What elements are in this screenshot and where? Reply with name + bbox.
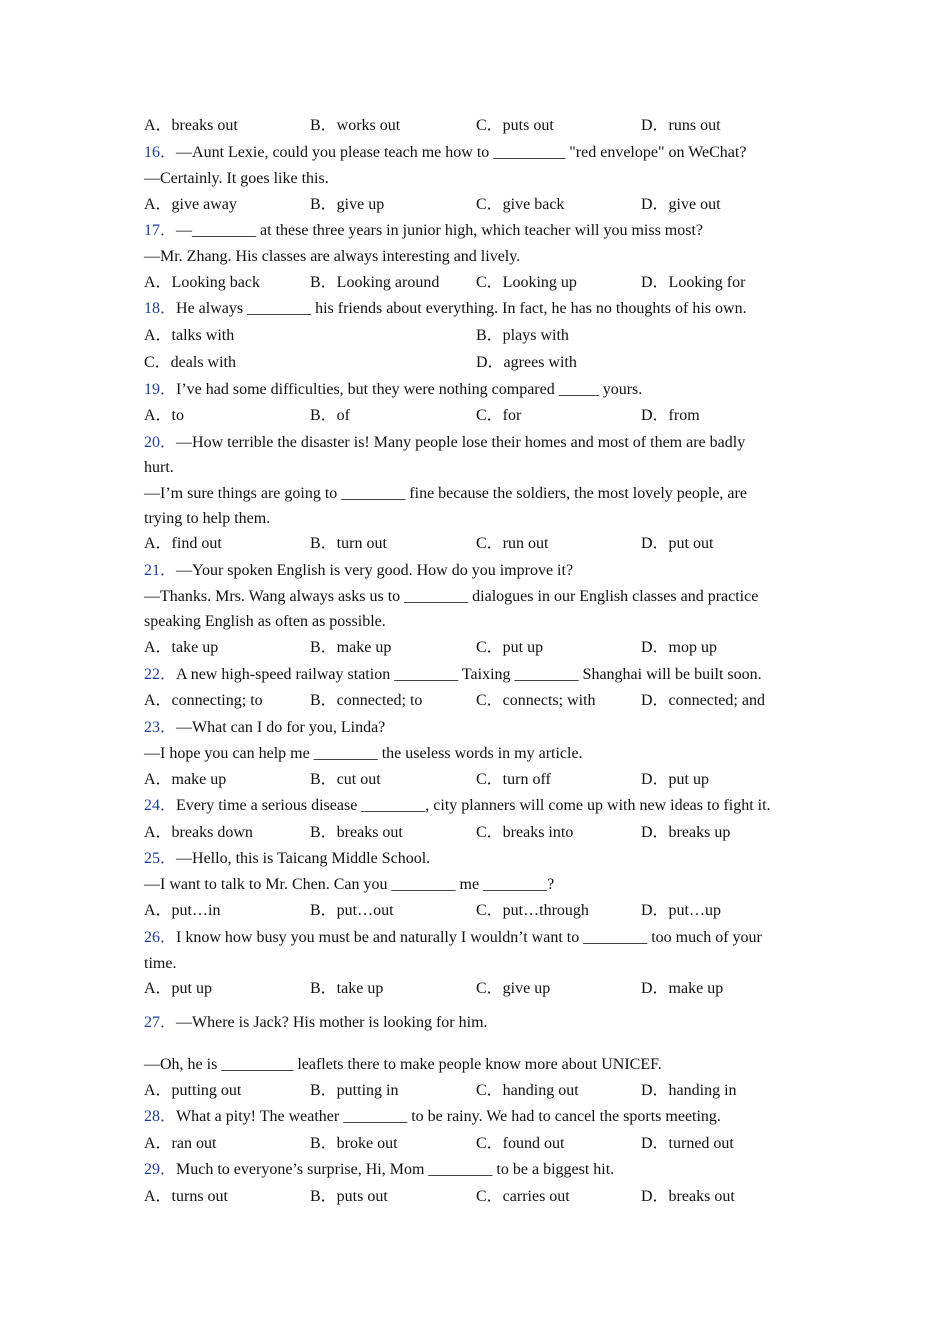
question-number: 29．	[144, 1161, 177, 1178]
question-19	[144, 380, 642, 400]
option-b: B．broke out	[310, 1135, 398, 1152]
question-number: 24．	[144, 797, 177, 814]
option-d: D．make up	[641, 980, 724, 997]
option-b: B．works out	[310, 117, 401, 134]
option-b: B．puts out	[310, 1188, 388, 1205]
option-d: D．from	[641, 407, 700, 424]
option-a: A．connecting; to	[144, 692, 263, 709]
question-text-line: trying to help them.	[144, 510, 271, 527]
option-c: C．connects; with	[476, 692, 596, 709]
option-a: A．Looking back	[144, 274, 260, 291]
option-c: C．handing out	[476, 1082, 579, 1099]
option-b: B．Looking around	[310, 274, 440, 291]
option-c: C．turn off	[476, 771, 551, 788]
option-a: A．turns out	[144, 1188, 229, 1205]
option-c: C．deals with	[144, 354, 236, 371]
option-c: C．breaks into	[476, 824, 574, 841]
option-b: B．turn out	[310, 535, 387, 552]
question-text: What a pity! The weather ________ to be rainy. We had to cancel the sports meeting.	[176, 1108, 721, 1125]
option-d: D．mop up	[641, 639, 718, 656]
question-text-line: —I want to talk to Mr. Chen. Can you ________ me ________?	[144, 876, 555, 893]
option-b: B．make up	[310, 639, 392, 656]
question-text: A new high-speed railway station ________ Taixing ________ Shanghai will be built soon.	[176, 666, 762, 683]
question-text: I’ve had some difficulties, but they were nothing compared _____ yours.	[176, 381, 643, 398]
question-20	[144, 433, 745, 453]
option-d: D．Looking for	[641, 274, 746, 291]
question-number: 18．	[144, 300, 177, 317]
question-number: 25．	[144, 850, 177, 867]
question-number: 16．	[144, 144, 177, 161]
option-a: A．give away	[144, 196, 237, 213]
option-a: A．make up	[144, 771, 227, 788]
option-c: C．Looking up	[476, 274, 577, 291]
option-a: A．put up	[144, 980, 213, 997]
option-b: B．plays with	[476, 327, 569, 344]
question-text: —How terrible the disaster is! Many people lose their homes and most of them are badly	[176, 434, 746, 451]
option-a: A．breaks out	[144, 117, 238, 134]
question-number: 20．	[144, 434, 177, 451]
option-a: A．talks with	[144, 327, 235, 344]
question-number: 19．	[144, 381, 177, 398]
option-b: B．give up	[310, 196, 385, 213]
option-c: C．carries out	[476, 1188, 570, 1205]
question-24	[144, 796, 771, 816]
option-d: D．put out	[641, 535, 714, 552]
option-b: B．putting in	[310, 1082, 399, 1099]
question-number: 17．	[144, 222, 177, 239]
question-number: 28．	[144, 1108, 177, 1125]
option-d: D．put up	[641, 771, 710, 788]
question-28	[144, 1107, 721, 1127]
option-c: C．run out	[476, 535, 549, 552]
question-number: 26．	[144, 929, 177, 946]
option-d: D．turned out	[641, 1135, 734, 1152]
question-23	[144, 718, 385, 738]
question-number: 27．	[144, 1014, 177, 1031]
option-c: C．for	[476, 407, 522, 424]
option-d: D．put…up	[641, 902, 722, 919]
option-a: A．ran out	[144, 1135, 217, 1152]
option-b: B．cut out	[310, 771, 381, 788]
question-text: —________ at these three years in junior high, which teacher will you miss most?	[176, 222, 704, 239]
question-text-line: —I’m sure things are going to ________ fine because the soldiers, the most lovely people, are	[144, 485, 747, 502]
option-b: B．breaks out	[310, 824, 403, 841]
option-d: D．breaks out	[641, 1188, 735, 1205]
question-text: Every time a serious disease ________, city planners will come up with new ideas to fight it.	[176, 797, 771, 814]
question-26	[144, 928, 762, 948]
question-text: —Aunt Lexie, could you please teach me how to _________ "red envelope" on WeChat?	[176, 144, 747, 161]
option-c: C．puts out	[476, 117, 554, 134]
question-number: 21．	[144, 562, 177, 579]
option-c: C．give back	[476, 196, 565, 213]
question-text-line: speaking English as often as possible.	[144, 613, 386, 630]
option-a: A．to	[144, 407, 185, 424]
question-27	[144, 1013, 488, 1033]
option-b: B．take up	[310, 980, 384, 997]
option-c: C．put…through	[476, 902, 589, 919]
question-text-line: —Mr. Zhang. His classes are always interesting and lively.	[144, 248, 521, 265]
option-a: A．put…in	[144, 902, 221, 919]
option-d: D．give out	[641, 196, 721, 213]
option-a: A．breaks down	[144, 824, 253, 841]
option-b: B．of	[310, 407, 351, 424]
question-text-line: —Oh, he is _________ leaflets there to make people know more about UNICEF.	[144, 1056, 662, 1073]
option-b: B．put…out	[310, 902, 394, 919]
question-text-line: —I hope you can help me ________ the useless words in my article.	[144, 745, 583, 762]
question-17	[144, 221, 703, 241]
question-16	[144, 143, 746, 163]
option-d: D．agrees with	[476, 354, 577, 371]
question-text-line: —Thanks. Mrs. Wang always asks us to ________ dialogues in our English classes and practice	[144, 588, 759, 605]
option-c: C．put up	[476, 639, 544, 656]
question-text: I know how busy you must be and naturally I wouldn’t want to ________ too much of your	[176, 929, 762, 946]
question-text-line: time.	[144, 955, 177, 972]
option-b: B．connected; to	[310, 692, 423, 709]
option-a: A．putting out	[144, 1082, 242, 1099]
question-text: —Your spoken English is very good. How do you improve it?	[176, 562, 574, 579]
question-25	[144, 849, 430, 869]
option-d: D．breaks up	[641, 824, 731, 841]
option-d: D．connected; and	[641, 692, 765, 709]
question-text: —Where is Jack? His mother is looking for him.	[176, 1014, 488, 1031]
question-29	[144, 1160, 614, 1180]
question-number: 22．	[144, 666, 177, 683]
option-a: A．take up	[144, 639, 219, 656]
question-18	[144, 299, 747, 319]
option-a: A．find out	[144, 535, 222, 552]
option-c: C．give up	[476, 980, 551, 997]
question-text: Much to everyone’s surprise, Hi, Mom ________ to be a biggest hit.	[176, 1161, 615, 1178]
question-21	[144, 561, 573, 581]
question-text: He always ________ his friends about everything. In fact, he has no thoughts of his own.	[176, 300, 747, 317]
question-text-line: hurt.	[144, 459, 174, 476]
question-text: —Hello, this is Taicang Middle School.	[176, 850, 431, 867]
question-22	[144, 665, 762, 685]
option-d: D．runs out	[641, 117, 721, 134]
option-c: C．found out	[476, 1135, 565, 1152]
question-text: —What can I do for you, Linda?	[176, 719, 386, 736]
option-d: D．handing in	[641, 1082, 737, 1099]
question-text-line: —Certainly. It goes like this.	[144, 170, 329, 187]
question-number: 23．	[144, 719, 177, 736]
